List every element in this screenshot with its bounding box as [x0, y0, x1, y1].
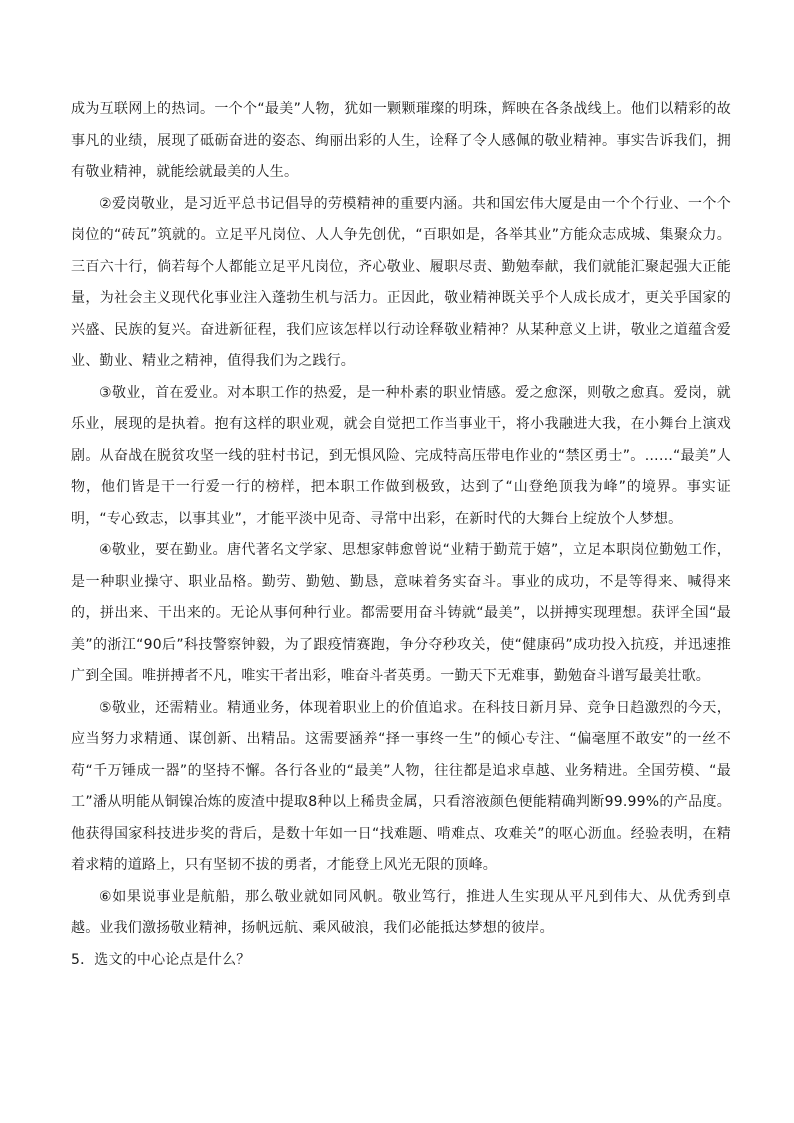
- article-body: [71, 94, 731, 976]
- paragraph-4: ④敬业，要在勤业。唐代著名文学家、思想家韩愈曾说“业精于勤荒于嬉”，立足本职岗位勤勉工作，是一种职业操守、职业品格。勤劳、勤勉、勤恳，意味着务实奋斗。事业的成功，不是等得来、喊得来的，拼出来、干出来的。无论从事何种行业。都需要用奋斗铸就“最美”，以拼搏实现理想。获评全国“最美”的浙江“90后”科技警察钟毅，为了跟疫情赛跑，争分夺秒攻关，使“健康码”成功投入抗疫，并迅速推广到全国。唯拼搏者不凡，唯实干者出彩，唯奋斗者英勇。一勤天下无难事，勤勉奋斗谱写最美壮歌。: [71, 542, 731, 684]
- paragraph-2: ②爱岗敬业，是习近平总书记倡导的劳模精神的重要内涵。共和国宏伟大厦是由一个个行业、一个个岗位的“砖瓦”筑就的。立足平凡岗位、人人争先创优，“百职如是，各举其业”方能众志成城、集聚众力。三百六十行，倘若每个人都能立足平凡岗位，齐心敬业、履职尽责、勤勉奉献，我们就能汇聚起强大正能量，为社会主义现代化事业注入蓬勃生机与活力。正因此，敬业精神既关乎个人成长成才，更关乎国家的兴盛、民族的复兴。奋进新征程，我们应该怎样以行动诠释敬业精神？从某种意义上讲，敬业之道蕴含爱业、勤业、精业之精神，值得我们为之践行。: [71, 195, 731, 369]
- paragraph-6: ⑥如果说事业是航船，那么敬业就如同风帆。敬业笃行，推进人生实现从平凡到伟大、从优秀到卓越。业我们激扬敬业精神，扬帆远航、乘风破浪，我们必能抵达梦想的彼岸。: [71, 888, 731, 936]
- paragraph-3: ③敬业，首在爱业。对本职工作的热爱，是一种朴素的职业情感。爱之愈深，则敬之愈真。爱岗，就乐业，展现的是执着。抱有这样的职业观，就会自觉把工作当事业干，将小我融进大我，在小舞台上演戏剧。从奋战在脱贫攻坚一线的驻村书记，到无惧风险、完成特高压带电作业的“禁区勇士”。……“最美”人物，他们皆是干一行爱一行的榜样，把本职工作做到极致，达到了“山登绝顶我为峰”的境界。事实证明，“专心致志，以事其业”，才能平淡中见奇、寻常中出彩，在新时代的大舞台上绽放个人梦想。: [71, 384, 731, 527]
- paragraph-5: ⑤敬业，还需精业。精通业务，体现着职业上的价值追求。在科技日新月异、竞争日趋激烈的今天，应当努力求精通、谋创新、出精品。这需要涵养“择一事终一生”的倾心专注、“偏毫厘不敢安”的一丝不苟“千万锤成一器”的坚持不懈。各行各业的“最美”人物，往往都是追求卓越、业务精进。全国劳模、“最工”潘从明能从铜镍冶炼的废渣中提取8种以上稀贵金属，只看溶液颜色便能精确判断99.99%的产品度。他获得国家科技进步奖的背后，是数十年如一日“找难题、啃难点、攻难关”的呕心沥血。经验表明，在精着求精的道路上，只有坚韧不拔的勇者，才能登上风光无限的顶峰。: [71, 699, 731, 873]
- paragraph-1: 成为互联网上的热词。一个个“最美”人物，犹如一颗颗璀璨的明珠，辉映在各条战线上。他们以精彩的故事凡的业绩，展现了砥砺奋进的姿态、绚丽出彩的人生，诠释了令人感佩的敬业精神。事实告诉我们，拥有敬业精神，就能绘就最美的人生。: [71, 101, 731, 180]
- question-5: 5．选文的中心论点是什么？: [71, 951, 251, 968]
